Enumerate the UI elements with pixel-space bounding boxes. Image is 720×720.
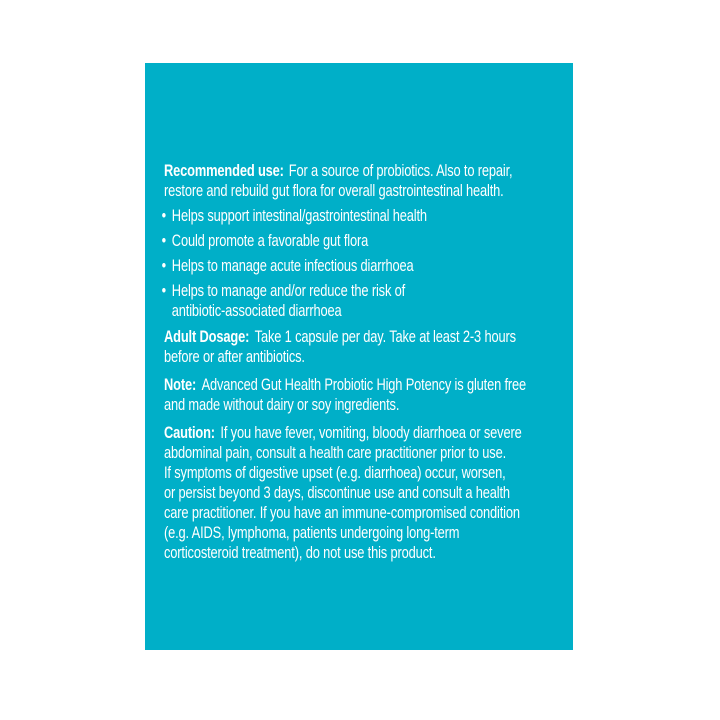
note-text: and made without dairy or soy ingredients.	[164, 396, 400, 414]
note-text: Advanced Gut Health Probiotic High Potency is gluten free	[201, 376, 527, 394]
benefit-text: Could promote a favorable gut flora	[171, 232, 369, 250]
list-item	[161, 206, 577, 226]
caution-text: care practitioner. If you have an immune-compromised condition	[164, 504, 520, 522]
probiotic-label-panel	[145, 63, 573, 650]
caution-text: If symptoms of digestive upset (e.g. diarrhoea) occur, worsen,	[164, 464, 506, 482]
list-item	[161, 281, 577, 321]
adult-dosage-paragraph	[164, 327, 577, 367]
adult-dosage-label: Adult Dosage:	[164, 328, 250, 346]
recommended-use-line	[164, 161, 577, 181]
bullet-icon: •	[161, 232, 167, 250]
benefit-text: Helps to manage acute infectious diarrhoea	[171, 257, 414, 275]
bullet-icon: •	[161, 207, 167, 225]
caution-text: abdominal pain, consult a health care practitioner prior to use.	[164, 444, 507, 462]
benefit-text: Helps support intestinal/gastrointestinal health	[171, 207, 427, 225]
label-text-block	[161, 161, 577, 563]
caution-paragraph	[164, 423, 577, 563]
recommended-use-text: restore and rebuild gut flora for overall gastrointestinal health.	[164, 182, 504, 200]
list-item	[161, 256, 577, 276]
bullet-icon: •	[161, 282, 167, 300]
caution-text: corticosteroid treatment), do not use this product.	[164, 544, 436, 562]
adult-dosage-line	[164, 327, 577, 347]
caution-text: If you have fever, vomiting, bloody diarrhoea or severe	[220, 424, 522, 442]
list-item	[161, 231, 577, 251]
recommended-use-label: Recommended use:	[164, 162, 284, 180]
caution-line	[164, 423, 577, 443]
note-paragraph	[164, 375, 577, 415]
bullet-icon: •	[161, 257, 167, 275]
benefit-text	[172, 281, 405, 321]
note-label: Note:	[164, 376, 197, 394]
benefit-text-line: Helps to manage and/or reduce the risk of	[171, 282, 406, 300]
benefits-list	[161, 206, 577, 321]
note-line	[164, 375, 577, 395]
benefit-text-line: antibiotic-associated diarrhoea	[171, 302, 342, 320]
adult-dosage-text: Take 1 capsule per day. Take at least 2-3 hours	[254, 328, 516, 346]
caution-label: Caution:	[164, 424, 215, 442]
adult-dosage-text: before or after antibiotics.	[164, 348, 305, 366]
caution-text: (e.g. AIDS, lymphoma, patients undergoing long-term	[164, 524, 460, 542]
caution-text: or persist beyond 3 days, discontinue use and consult a health	[164, 484, 510, 502]
recommended-use-text: For a source of probiotics. Also to repair,	[288, 162, 513, 180]
recommended-use-paragraph	[164, 161, 577, 201]
